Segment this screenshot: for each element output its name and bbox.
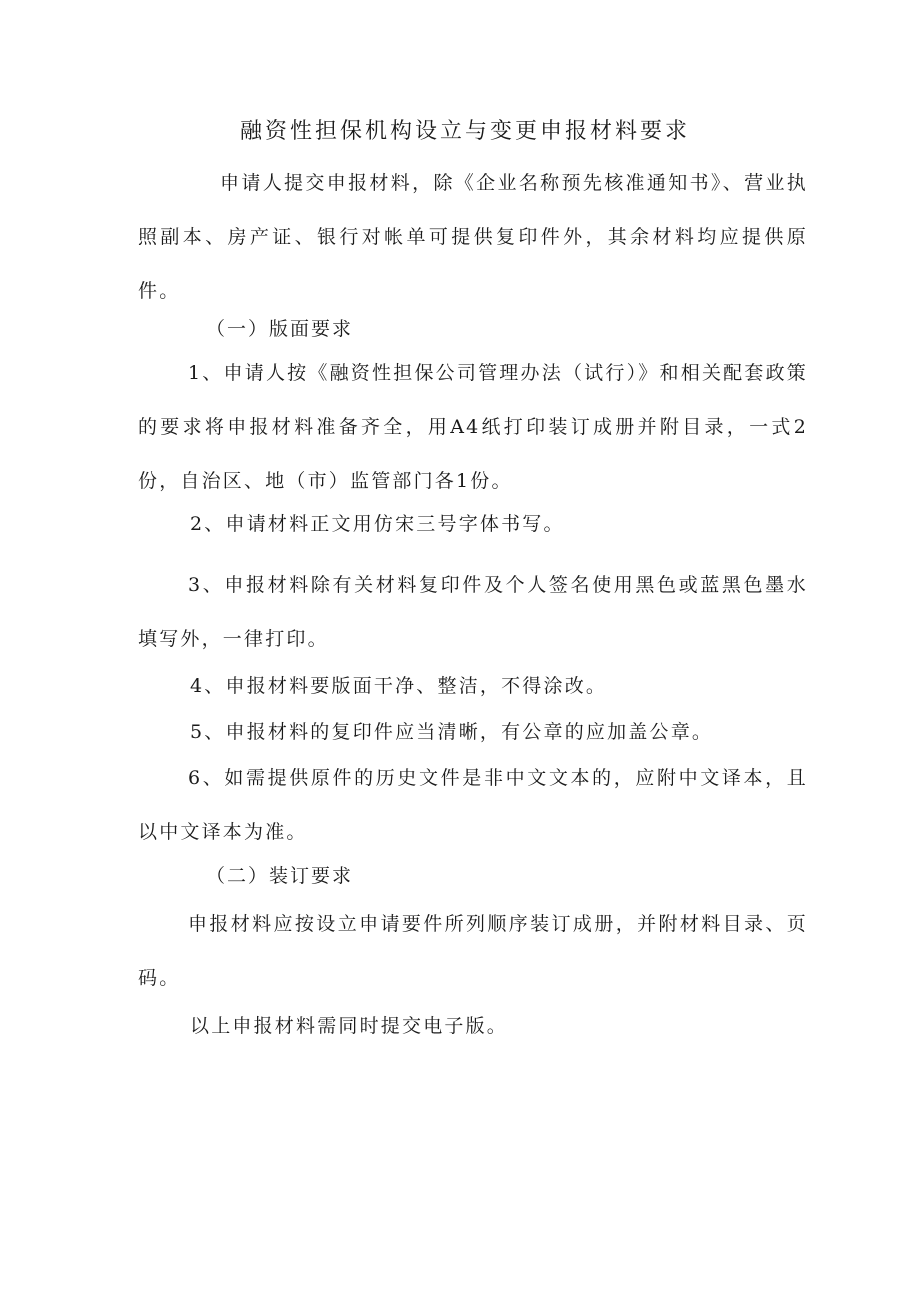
binding-paragraph: 申报材料应按设立申请要件所列顺序装订成册，并附材料目录、页码。 [138, 913, 808, 989]
section-heading-binding: （二）装订要求 [206, 865, 354, 887]
layout-item-5: 5、申报材料的复印件应当清晰，有公章的应加盖公章。 [190, 721, 714, 743]
section-heading-layout: （一）版面要求 [206, 318, 354, 340]
closing-paragraph: 以上申报材料需同时提交电子版。 [190, 1015, 509, 1037]
layout-item-1: 1、申请人按《融资性担保公司管理办法（试行）》和相关配套政策的要求将申报材料准备齐全，用A4纸打印装订成册并附目录，一式2份，自治区、地（市）监管部门各1份。 [138, 362, 808, 492]
layout-item-6: 6、如需提供原件的历史文件是非中文文本的，应附中文译本，且以中文译本为准。 [138, 767, 808, 843]
document-title: 融资性担保机构设立与变更申报材料要求 [239, 119, 690, 144]
layout-item-2: 2、申请材料正文用仿宋三号字体书写。 [190, 513, 565, 535]
layout-item-4: 4、申报材料要版面干净、整洁，不得涂改。 [190, 675, 608, 697]
intro-paragraph: 申请人提交申报材料，除《企业名称预先核准通知书》、营业执照副本、房产证、银行对帐单可提供复印件外，其余材料均应提供原件。 [138, 172, 808, 302]
layout-item-3: 3、申报材料除有关材料复印件及个人签名使用黑色或蓝黑色墨水填写外，一律打印。 [138, 574, 808, 650]
